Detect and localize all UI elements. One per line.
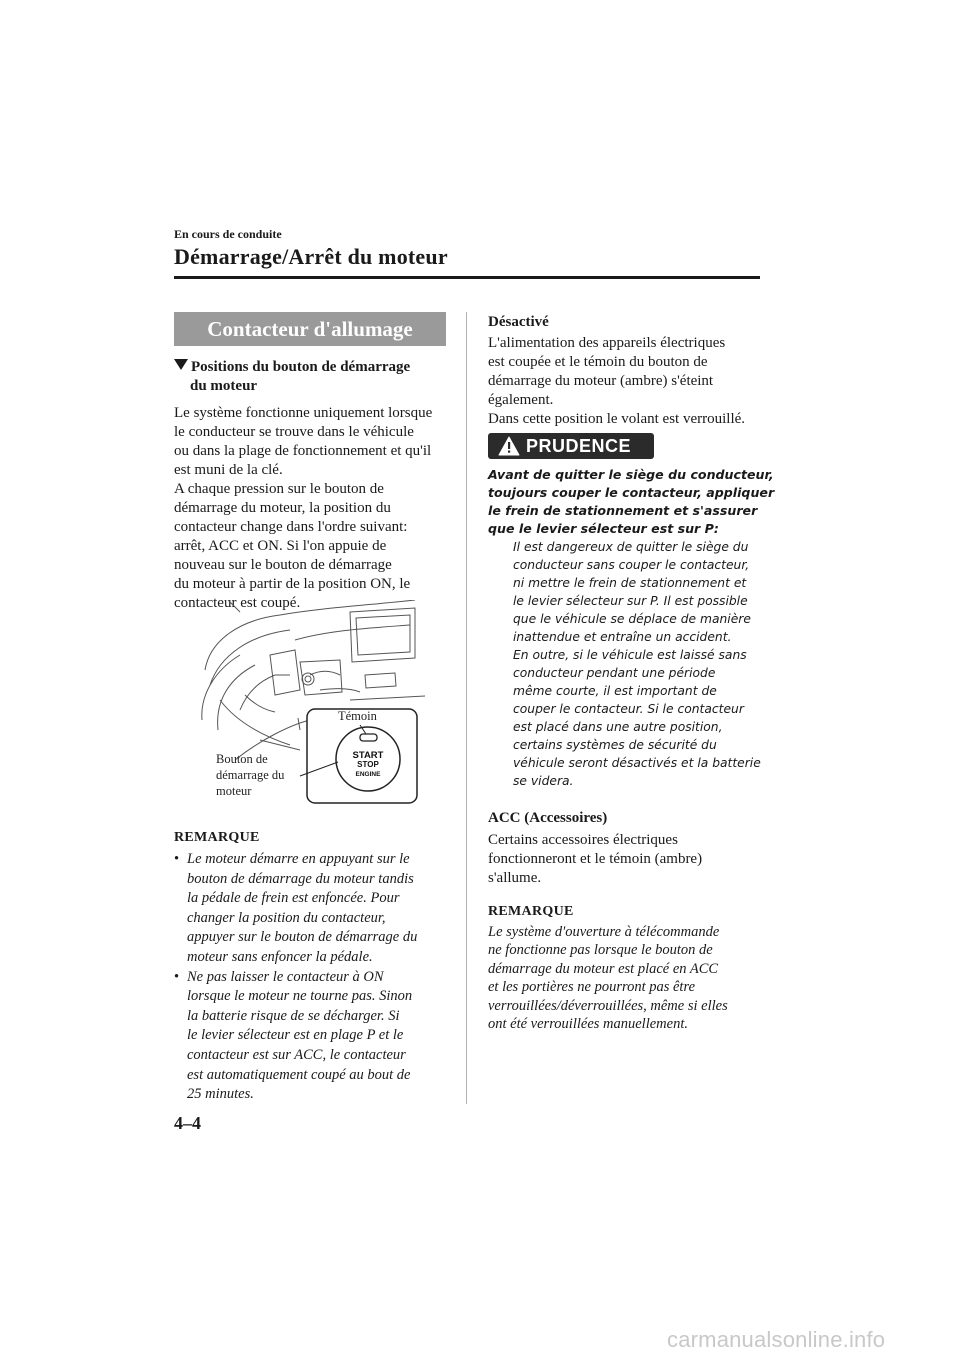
caution-lead-line: Avant de quitter le siège du conducteur, [488,467,774,482]
acc-heading: ACC (Accessoires) [488,810,608,826]
label-bouton-line-3: moteur [216,784,252,798]
acc-paragraph [488,831,768,888]
note-heading-right: REMARQUE [488,904,574,919]
note-line: est automatiquement coupé au bout de [187,1066,411,1083]
button-text-engine: ENGINE [355,771,381,778]
button-text-stop: STOP [357,760,379,769]
paragraph-line: L'alimentation des appareils électriques [488,335,726,351]
list-item [174,850,464,968]
paragraph-line: fonctionneront et le témoin (ambre) [488,851,703,867]
paragraph-line: également. [488,392,554,408]
bullet-icon: • [174,968,180,985]
intro-paragraph [174,404,462,613]
caution-lead [488,466,775,538]
column-divider [466,312,467,1104]
paragraph-line: arrêt, ACC et ON. Si l'on appuie de [174,538,387,554]
caution-line: couper le contacteur. Si le contacteur [513,702,744,716]
subheading-line-1: Positions du bouton de démarrage [191,359,411,375]
caution-lead-line: que le levier sélecteur est sur P: [488,521,719,536]
note-heading-left: REMARQUE [174,830,260,845]
note-line: changer la position du contacteur, [187,909,386,926]
note-line: contacteur est sur ACC, le contacteur [187,1046,406,1063]
watermark: carmanualsonline.info [667,1327,886,1352]
note-line: Le moteur démarre en appuyant sur le [187,851,410,867]
note-line: Le système d'ouverture à télécommande [488,924,720,940]
caution-line: Il est dangereux de quitter le siège du [513,540,749,554]
note-line: bouton de démarrage du moteur tandis [187,870,414,887]
chapter-label: En cours de conduite [174,227,282,241]
caution-line: certains systèmes de sécurité du [513,738,717,752]
off-heading: Désactivé [488,314,549,330]
caution-line: ni mettre le frein de stationnement et [513,576,747,590]
caution-line: conducteur sans couper le contacteur, [513,558,750,572]
note-line: verrouillées/déverrouillées, même si elles [488,997,728,1014]
subheading [174,358,454,396]
paragraph-line: Le système fonctionne uniquement lorsque [174,405,433,421]
section-banner: Contacteur d'allumage [174,312,446,346]
paragraph-line: est coupée et le témoin du bouton de [488,354,708,370]
note-line: le levier sélecteur est en plage P et le [187,1027,404,1044]
note-line: 25 minutes. [187,1086,254,1103]
label-bouton-line-1: Bouton de [216,752,268,766]
note-line: la pédale de frein est enfoncée. Pour [187,890,400,907]
caution-label: PRUDENCE [526,436,632,456]
warning-icon [498,436,520,456]
caution-line: même courte, il est important de [513,684,717,698]
paragraph-line: démarrage du moteur, la position du [174,500,391,516]
paragraph-line: contacteur est coupé. [174,595,301,611]
label-temoin: Témoin [338,709,377,723]
caution-line: véhicule seront désactivés et la batterie [513,756,761,770]
caution-line: En outre, si le véhicule est laissé sans [513,648,747,662]
page-title: Démarrage/Arrêt du moteur [174,244,448,269]
caution-line: conducteur pendant une période [513,666,716,680]
off-paragraph [488,334,768,429]
paragraph-line: s'allume. [488,870,542,886]
paragraph-line: du moteur à partir de la position ON, le [174,576,411,592]
note-line: ont été verrouillées manuellement. [488,1016,688,1033]
caution-line: que le véhicule se déplace de manière [513,612,751,626]
note-line: lorsque le moteur ne tourne pas. Sinon [187,988,413,1005]
button-text-start: START [352,750,384,761]
caution-lead-line: le frein de stationnement et s'assurer [488,503,758,518]
notes-right [488,923,778,1033]
list-item [174,968,464,1105]
page-number: 4–4 [174,1113,201,1133]
note-line: moteur sans enfoncer la pédale. [187,948,373,965]
note-line: appuyer sur le bouton de démarrage du [187,929,418,946]
subheading-line-2: du moteur [190,378,258,394]
paragraph-line: Dans cette position le volant est verrouillé. [488,411,746,427]
paragraph-line: Certains accessoires électriques [488,832,678,848]
paragraph-line: démarrage du moteur (ambre) s'éteint [488,373,714,389]
caution-line: le levier sélecteur sur P. Il est possible [513,594,748,608]
note-line: démarrage du moteur est placé en ACC [488,960,719,977]
paragraph-line: est muni de la clé. [174,462,283,478]
note-line: Ne pas laisser le contacteur à ON [187,968,384,985]
paragraph-line: nouveau sur le bouton de démarrage [174,557,392,573]
paragraph-line: A chaque pression sur le bouton de [174,481,384,497]
note-line: la batterie risque de se décharger. Si [187,1007,400,1024]
bullet-icon: • [174,851,180,867]
dashboard-illustration [200,600,430,810]
paragraph-line: contacteur change dans l'ordre suivant: [174,519,408,535]
caution-line: est placé dans une autre position, [513,720,723,734]
caution-lead-line: toujours couper le contacteur, appliquer [488,485,775,500]
paragraph-line: le conducteur se trouve dans le véhicule [174,424,414,440]
note-line: ne fonctionne pas lorsque le bouton de [488,942,713,959]
note-line: et les portières ne pourront pas être [488,979,696,996]
label-bouton-line-2: démarrage du [216,768,285,782]
caution-line: inattendue et entraîne un accident. [513,630,732,644]
caution-badge [488,433,654,459]
triangle-down-icon [174,359,188,370]
title-divider [174,276,760,279]
caution-body [513,538,768,790]
paragraph-line: ou dans la plage de fonctionnement et qu'il [174,443,432,459]
caution-line: se videra. [513,774,574,788]
notes-list-left [174,850,464,1105]
